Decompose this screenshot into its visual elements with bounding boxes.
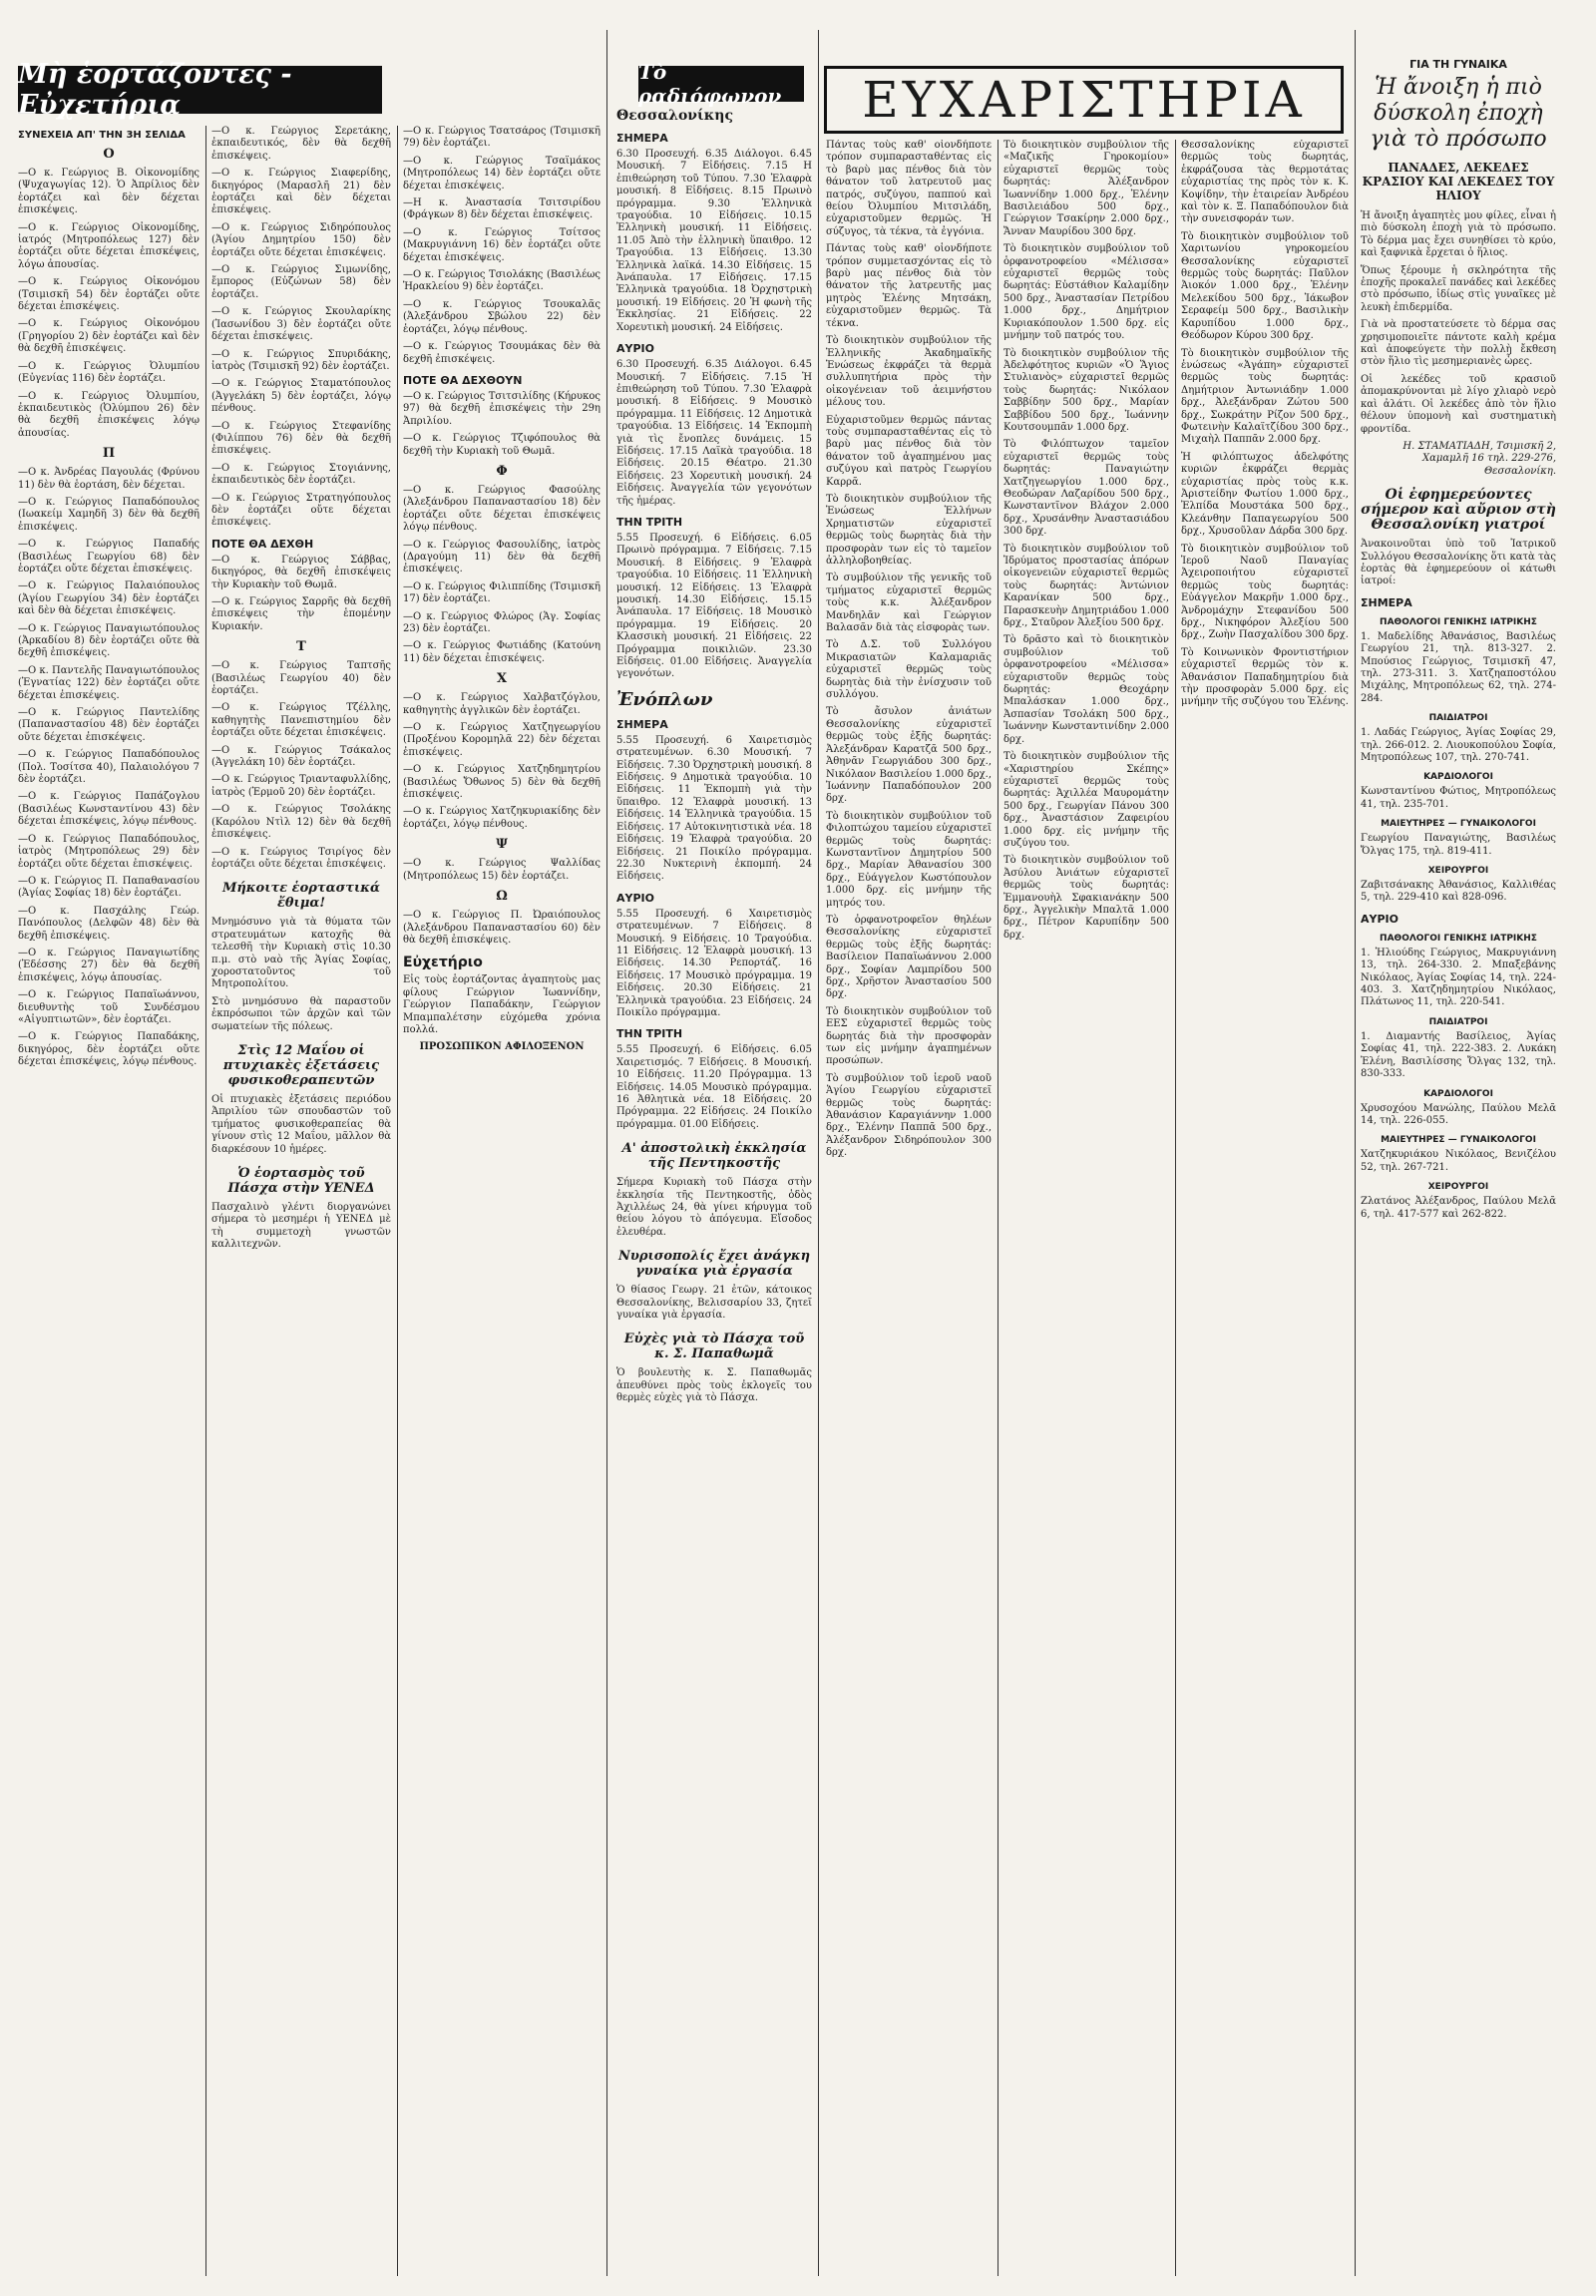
notice-list [18, 168, 200, 440]
article-heading: Α' ἀποστολικὴ ἐκκλησία τῆς Πεντηκοστῆς [621, 1141, 807, 1172]
letter-heading: Ο [103, 147, 115, 162]
thanks-notice: Τὸ διοικητικὸν συμβούλιον τοῦ Φιλοπτώχου ταμείου εὐχαριστεῖ θερμῶς τοὺς δωρητάς: Κωνσταντῖνον Δημητρίου 500 δρχ., Μαρίαν Ἀθανασίου 300 δρχ., Εὐάγγελον Κωστόπουλον 1.000 δρχ. εἰς μνήμην τῆς μητρός του. [826, 810, 992, 909]
thanks-notice: Τὸ διοικητικὸν συμβούλιον τοῦ Ἀσύλου Ἀνιάτων εὐχαριστεῖ θερμῶς τοὺς δωρητάς: Ἐμμανουὴλ Σφακιανάκην 500 δρχ., Ἀγγελικὴν Μπαλτᾶ 1.000 δρχ., Πέτρον Καρυπίδην 500 δρχ. [1003, 855, 1169, 941]
notice: —Ο κ. Γεώργιος Χαλβατζόγλου, καθηγητὴς ἀγγλικῶν δὲν ἑορτάζει. [403, 692, 600, 716]
thanks-notice: Τὸ διοικητικὸν συμβούλιον τοῦ Ἱδρύματος προστασίας ἀπόρων οἰκογενειῶν εὐχαριστεῖ θερμῶς τοὺς δωρητάς: Ἀντώνιον Καρανίκαν 500 δρχ., Παρασκευὴν Δημητριάδου 1.000 δρχ., Σταῦρον Ἀλεξίου 500 δρχ. [1003, 543, 1169, 629]
notice: —Ο κ. Γεώργιος Σιαφερίδης, δικηγόρος (Μαρασλῆ 21) δὲν ἑορτάζει καὶ δὲν δέχεται ἐπισκέψεις. [211, 168, 391, 216]
schedule-day: ΑΥΡΙΟ [616, 891, 654, 905]
column-6 [1003, 140, 1169, 2276]
doctor-list: Ζαβιτσάνακης Ἀθανάσιος, Καλλιθέας 5, τηλ. 229-410 καὶ 828-096. [1361, 880, 1556, 904]
notice: —Ο κ. Γεώργιος Τσίτσος (Μακρυγιάννη 16) δὲν ἑορτάζει οὔτε δέχεται ἐπισκέψεις. [403, 226, 600, 263]
column-5 [826, 140, 992, 2276]
schedule-day: ΤΗΝ ΤΡΙΤΗ [616, 515, 683, 529]
letter-heading: Φ [496, 463, 508, 479]
article-text: Οἱ πτυχιακὲς ἐξετάσεις περιόδου Ἀπριλίου τῶν σπουδαστῶν τοῦ τμήματος φυσικοθεραπείας θὰ γίνουν στὶς 12 Μαΐου, μᾶλλον θὰ διαρκέσουν 10 ἡμέρες. [211, 1093, 391, 1155]
notice: —Ο κ. Γεώργιος Παπαδόπουλος, ἰατρὸς (Μητροπόλεως 29) δὲν ἑορτάζει οὔτε δέχεται ἐπισκέψεις. [18, 833, 200, 870]
notice: —Ο κ. Γεώργιος Παπαδόπουλος (Πολ. Τοσίτσα 40), Παλαιολόγου 7 δὲν ἑορτάζει. [18, 749, 200, 786]
schedule-text: 6.30 Προσευχή. 6.35 Διάλογοι. 6.45 Μουσική. 7 Εἰδήσεις. 7.15 Η ἐπιθεώρηση τοῦ Τύπου. 7.30 Ἐλαφρὰ μουσική. 8 Εἰδήσεις. 8.15 Πρωινὸ πρόγραμμα. 9.30 Ἐλληνικὰ τραγούδια. 10 Εἰδήσεις. 10.15 Ἐλληνικὴ μουσική. 11 Εἰδήσεις. 11.05 Ἀπὸ τὴν ἑλληνικὴ ὕπαιθρο. 12 Τραγούδια. 13 Εἰδήσεις. 13.30 Ἑλληνικὰ λαϊκά. 14.30 Εἰδήσεις. 15 Ἀνάπαυλα. 17 Εἰδήσεις. 17.15 Ἑλληνικὰ τραγούδια. 18 Ὀρχηστρικὴ μουσική. 19 Εἰδήσεις. 20 Ἡ φωνὴ τῆς Ἐκκλησίας. 21 Εἰδήσεις. 22 Χορευτικὴ μουσική. 24 Εἰδήσεις. [616, 149, 812, 333]
notice: —Ο κ. Γεώργιος Φιλιππίδης (Τσιμισκῆ 17) δὲν ἑορτάζει. [403, 580, 600, 605]
column-rule [205, 126, 206, 2276]
letter-heading: Τ [296, 639, 306, 655]
doctor-list: 1. Μαδελίδης Ἀθανάσιος, Βασιλέως Γεωργίου 21, τηλ. 813-327. 2. Μπούσιος Γεώργιος, Τσιμισκῆ 47, τηλ. 273-311. 3. Χατζηαποστόλου Μιχάλης, Μητροπόλεως 62, τηλ. 274-284. [1361, 630, 1556, 704]
notice: ΠΡΟΣΩΠΙΚΟΝ ΑΦΙΛΟΞΕΝΟΝ [419, 1041, 585, 1053]
feature-text: Γιὰ νὰ προστατεύσετε τὸ δέρμα σας χρησιμοποιεῖτε πάντοτε καλὴ κρέμα καὶ ἀποφεύγετε τὴν πολλὴ ἔκθεση στὸν ἥλιο τὶς μεσημεριανὲς ὧρες. [1361, 319, 1556, 368]
article-text: Σήμερα Κυριακὴ τοῦ Πάσχα στὴν ἐκκλησία τῆς Πεντηκοστῆς, ὁδὸς Ἀχιλλέως 24, θὰ γίνει κήρυγμα τοῦ θείου λόγου τὸ ἀπόγευμα. Εἴσοδος ἐλευθέρα. [616, 1177, 812, 1238]
column-rule [1355, 30, 1356, 2276]
thanks-notice: Τὸ διοικητικὸν συμβούλιον τοῦ Ἱεροῦ Ναοῦ Παναγίας Ἀχειροποιήτου εὐχαριστεῖ θερμῶς τοὺς δωρητάς: Εὐάγγελον Μακρῆν 1.000 δρχ., Ἀνδρομάχην Στεφανίδου 500 δρχ., Νικηφόρον Ἀλεξίου 500 δρχ., Ζωὴν Πασχαλίδου 300 δρχ. [1181, 543, 1349, 641]
feature-text: Ἡ ἄνοιξη ἀγαπητὲς μου φίλες, εἶναι ἡ πιὸ δύσκολη ἐποχὴ γιὰ τὸ πρόσωπο. Τὸ δέρμα μας ἔχει συνηθίσει τὸ κρύο, καὶ ξαφνικὰ ἔρχεται ὁ ἥλιος. [1361, 210, 1556, 259]
doctor-list: 1. Λαδάς Γεώργιος, Ἁγίας Σοφίας 29, τηλ. 266-012. 2. Λιουκοπούλου Σοφία, Μητροπόλεως 107, τηλ. 270-741. [1361, 727, 1556, 763]
thanks-notice: Ἡ φιλόπτωχος ἀδελφότης κυριῶν ἐκφράζει θερμὰς εὐχαριστίας πρὸς τοὺς κ.κ. Ἀριστείδην Φωτίου 1.000 δρχ., Ἐλπίδα Μουστάκα 500 δρχ., Κλεάνθην Παπαγεωργίου 500 δρχ., Χρυσοῦλαν Δάρδα 300 δρχ. [1181, 451, 1349, 538]
notice: —Ο κ. Γεώργιος Οἰκονομίδης, ἰατρός (Μητροπόλεως 127) δὲν ἑορτάζει οὔτε δέχεται ἐπισκέψεις, λόγω ἀπουσίας. [18, 221, 200, 270]
notice: —Ο κ. Γεώργιος Σαρρῆς θὰ δεχθῆ ἐπισκέψεις τὴν ἑπομένην Κυριακήν. [211, 596, 391, 632]
notice: —Ο κ. Γεώργιος Ταπτσῆς (Βασιλέως Γεωργίου 40) δὲν ἑορτάζει. [211, 660, 391, 697]
thanks-notice: Τὸ διοικητικὸν συμβούλιον τῆς Ἑλληνικῆς Ἀκαδημαϊκῆς Ἑνώσεως ἐκφράζει τὰ θερμὰ συλλυπητήρια πρὸς τὴν οἰκογένειαν τοῦ ἀειμνήστου μέλους του. [826, 335, 992, 409]
notice-list [18, 467, 200, 1068]
notice: —Ο κ. Γεώργιος Φωτιάδης (Κατούνη 11) δὲν δέχεται ἐπισκέψεις. [403, 640, 600, 664]
notice: —Ο κ. Γεώργιος Σιδηρόπουλος (Ἀγίου Δημητρίου 150) δὲν ἑορτάζει οὔτε δέχεται ἐπισκέψεις. [211, 221, 391, 258]
column-rule [818, 30, 819, 2276]
notice: —Η κ. Ἀναστασία Τσιτσιρίδου (Φράγκων 8) δὲν δέχεται ἐπισκέψεις. [403, 197, 600, 221]
notice: —Ο κ. Γεώργιος Φασουλίδης, ἰατρὸς (Δραγούμη 11) δὲν θὰ δεχθῆ ἐπισκέψεις. [403, 539, 600, 575]
section-label: ΓΙΑ ΤΗ ΓΥΝΑΙΚΑ [1409, 58, 1507, 71]
notice: —Ο κ. Γεώργιος Παλαιόπουλος (Ἀγίου Γεωργίου 34) δὲν ἑορτάζει καὶ δὲν θὰ δέχεται ἐπισκέψεις. [18, 580, 200, 617]
notice: —Ο κ. Γεώργιος Τριανταφυλλίδης, ἰατρὸς (Ἑρμοῦ 20) δὲν ἑορτάζει. [211, 774, 391, 798]
notice: —Ο κ. Γεώργιος Τζιφόπουλος θὰ δεχθῆ τὴν Κυριακὴ τοῦ Θωμᾶ. [403, 433, 600, 457]
doctors-heading: Οἱ ἐφημερεύοντες σήμερον καὶ αὔριον στὴ Θεσσαλονίκη γιατροί [1361, 487, 1556, 534]
notice: —Ο κ. Γεώργιος Χατζηγεωργίου (Προξένου Κορομηλᾶ 22) δὲν δέχεται ἐπισκέψεις. [403, 722, 600, 758]
notice: —Ο κ. Γεώργιος Ψαλλίδας (Μητροπόλεως 15) δὲν ἑορτάζει. [403, 858, 600, 882]
doctor-list: 1. Διαμαντής Βασίλειος, Ἁγίας Σοφίας 41, τηλ. 222-383. 2. Λυκάκη Ἐλένη, Βασιλίσσης Ὄλγας 132, τηλ. 830-333. [1361, 1030, 1556, 1080]
notice: —Ο κ. Γεώργιος Ὀλυμπίου, ἐκπαιδευτικὸς (Ὀλύμπου 26) δὲν θὰ δεχθῆ ἐπισκέψεις λόγῳ ἀπουσίας. [18, 390, 200, 439]
column-4-radio [616, 108, 812, 2276]
notice: —Ο κ. Γεώργιος Οἰκονόμου (Γρηγορίου 2) δὲν ἑορτάζει καὶ δὲν θὰ δεχθῆ ἐπισκέψεις. [18, 318, 200, 355]
thanks-notice: Τὸ διοικητικὸν συμβούλιον τοῦ Χαριτωνίου γηροκομείου Θεσσαλονίκης εὐχαριστεῖ θερμῶς τοὺς δωρητάς: Παῦλον Ἀιοκόν 1.000 δρχ., Ἑλένην Μελεκίδου 500 δρχ., Ἰάκωβον Σεραφείμ 500 δρχ., Βασιλικὴν Καρυπίδου 1.000 δρχ., Θεόδωρον Κύρου 300 δρχ. [1181, 230, 1349, 342]
doctors-day: ΑΥΡΙΟ [1361, 912, 1398, 926]
notice: —Ο κ. Γεώργιος Τσιρίγος δὲν ἑορτάζει οὔτε δέχεται ἐπισκέψεις. [211, 846, 391, 870]
column-rule [1175, 140, 1176, 2276]
notice: —Ο κ. Γεώργιος Παναγιωτόπουλος (Ἀρκαδίου 8) δὲν ἑορτάζει οὔτε θὰ δεχθῆ ἐπισκέψεις. [18, 622, 200, 659]
thanks-notice: Τὸ διοικητικὸν συμβούλιον τῆς ἑνώσεως «Ἀγάπη» εὐχαριστεῖ θερμῶς τοὺς δωρητάς: Δημήτριον Ἀντωνιάδην 1.000 δρχ., Ἀλεξάνδραν Ζώτου 500 δρχ., Σωκράτην Ρίζον 500 δρχ., Φωτεινὴν Καλαϊτζίδου 300 δρχ., Μιχαὴλ Παππᾶν 2.000 δρχ. [1181, 347, 1349, 446]
notice: —Ο κ. Γεώργιος Π. Ὠραιόπουλος (Ἀλεξάνδρου Παπαναστασίου 60) δὲν θὰ δεχθῆ ἐπισκέψεις. [403, 910, 600, 946]
section-heading: ΠΟΤΕ ΘΑ ΔΕΧΘΗ [211, 537, 314, 551]
continued-note: ΣΥΝΕΧΕΙΑ ΑΠ' ΤΗΝ 3Η ΣΕΛΙΔΑ [18, 130, 186, 141]
thanks-notice: Τὸ Δ.Σ. τοῦ Συλλόγου Μικρασιατῶν Καλαμαριᾶς εὐχαριστεῖ θερμῶς τοὺς δωρητὰς διὰ τὴν ἐνίσχυσιν τοῦ συλλόγου. [826, 639, 992, 701]
feature-text: Η. ΣΤΑΜΑΤΙΑΔΗ, Τσιμισκῆ 2, Χαμαμλῆ 16 τηλ. 229-276, Θεσσαλονίκη. [1402, 440, 1556, 477]
notice: —Ο κ. Γεώργιος Τζέλλης, καθηγητὴς Πανεπιστημίου δὲν ἑορτάζει οὔτε δέχεται ἐπισκέψεις. [211, 702, 391, 739]
thanks-notice: Πάντας τοὺς καθ' οἱονδήποτε τρόπον συμμετασχόντας εἰς τὸ βαρὺ μας πένθος διὰ τὸν θάνατον τῆς λατρευτῆς μας μητρὸς Ἑλένης Μητσάκη, εὐχαριστοῦμεν θερμῶς. Τὰ τέκνα. [826, 243, 992, 329]
feature-text: Οἱ λεκέδες τοῦ κρασιοῦ ἀπομακρύνονται μὲ λίγο χλιαρὸ νερὸ καὶ ἀλάτι. Οἱ λεκέδες ἀπὸ τὸν ἥλιο θέλουν ὑπομονὴ καὶ συστηματικὴ φροντίδα. [1361, 373, 1556, 435]
thanks-notice: Τὸ διοικητικὸν συμβούλιον τῆς Ἀδελφότητος κυριῶν «Ὁ Ἅγιος Στυλιανὸς» εὐχαριστεῖ θερμῶς τοὺς δωρητάς: Νικόλαον Σαββίδην 500 δρχ., Μαρίαν Σαββίδου 500 δρχ., Ἰωάννην Κουτσουμπᾶν 1.000 δρχ. [1003, 347, 1169, 433]
notice: —Ο κ. Γεώργιος Φλώρος (Ἁγ. Σοφίας 23) δὲν ἑορτάζει. [403, 610, 600, 634]
mourning-banner: Μὴ ἑορτάζοντες - Εὐχετήρια [18, 66, 382, 114]
notice: —Ο κ. Γεώργιος Χατζηδημητρίου (Βασιλέως Ὄθωνος 5) δὲν θὰ δεχθῆ ἐπισκέψεις. [403, 764, 600, 801]
thanks-notice: Θεσσαλονίκης εὐχαριστεῖ θερμῶς τοὺς δωρητάς, ἐκφράζουσα τὰς θερμοτάτας εὐχαριστίας της πρὸς τὸν κ. Κ. Κοψίδην, τὴν ἑταιρείαν Ἀνδρέου καὶ τὸν κ. Ξ. Παπαδόπουλον διὰ τὴν συνεισφοράν των. [1181, 140, 1349, 225]
specialty-heading: ΚΑΡΔΙΟΛΟΓΟΙ [1423, 772, 1493, 783]
article-heading: Ὁ ἑορτασμὸς τοῦ Πάσχα στὴν ΥΕΝΕΔ [227, 1166, 375, 1196]
armed-forces-station: Ἐνόπλων [616, 688, 713, 710]
notice: —Ο κ. Γεώργιος Παπάζογλου (Βασιλέως Κωνσταντίνου 43) δὲν δέχεται ἐπισκέψεις, λόγῳ πένθους. [18, 791, 200, 828]
thanks-notice: Τὸ Κοινωνικὸν Φροντιστήριον εὐχαριστεῖ θερμῶς τὸν κ. Ἀθανάσιον Παπαδημητρίου διὰ τὴν προσφορὰν 5.000 δρχ. εἰς μνήμην τῆς συζύγου του Ἑλένης. [1181, 646, 1349, 708]
article-text: Στὸ μνημόσυνο θὰ παραστοῦν ἐκπρόσωποι τῶν ἀρχῶν καὶ τῶν σωματείων τῆς πόλεως. [211, 995, 391, 1032]
radio-banner: Τὸ ραδιόφωνον [638, 66, 804, 102]
notice: —Ο κ. Γεώργιος Σκουλαρίκης (Ἰασωνίδου 3) δὲν ἑορτάζει οὔτε δέχεται ἐπισκέψεις. [211, 306, 391, 343]
section-heading: Εὐχετήριο [403, 955, 483, 971]
notice: —Ο κ. Γεώργιος Τσουκαλᾶς (Ἀλεξάνδρου Σβώλου 22) δὲν ἑορτάζει, λόγῳ πένθους. [403, 298, 600, 335]
schedule-text: 6.30 Προσευχή. 6.35 Διάλογοι. 6.45 Μουσική. 7 Εἰδήσεις. 7.15 Ἡ ἐπιθεώρηση τοῦ Τύπου. 7.30 Ἐλαφρὰ μουσική. 8 Εἰδήσεις. 9 Μουσικὸ πρόγραμμα. 11 Εἰδήσεις. 12 Δημοτικὰ τραγούδια. 13 Εἰδήσεις. 14 Ἐκπομπὴ γιὰ τὶς ἔνοπλες δυνάμεις. 15 Εἰδήσεις. 17.15 Λαϊκὰ τραγούδια. 18 Εἰδήσεις. 20.15 Θέατρο. 21.30 Εἰδήσεις. 23 Χορευτικὴ μουσική. 24 Εἰδήσεις. Ἀναγγελία τῶν γεγονότων τῆς ἡμέρας. [616, 359, 812, 507]
letter-heading: Ω [496, 889, 508, 905]
notice: —Ο κ. Γεώργιος Παντελίδης (Παπαναστασίου 48) δὲν ἑορτάζει οὔτε δέχεται ἐπισκέψεις. [18, 707, 200, 743]
thanks-notice: Πάντας τοὺς καθ' οἱονδήποτε τρόπον συμπαρασταθέντας εἰς τὸ βαρὺ μας πένθος διὰ τὸν θάνατον τοῦ λατρευτοῦ μας πατρός, συζύγου, παππού καὶ θείου Ὀλυμπίου Μιτσιλάδη, εὐχαριστοῦμεν θερμῶς. Ἡ σύζυγος, τὰ τέκνα, τὰ ἐγγόνια. [826, 140, 992, 237]
article-text: Πασχαλινὸ γλέντι διοργανώνει σήμερα τὸ μεσημέρι ἡ ΥΕΝΕΔ μὲ τὴ συμμετοχὴ γνωστῶν καλλιτεχνῶν. [211, 1202, 391, 1251]
doctors-day: ΣΗΜΕΡΑ [1361, 595, 1412, 609]
article-heading: Εὐχὲς γιὰ τὸ Πάσχα τοῦ κ. Σ. Παπαθωμᾶ [623, 1332, 805, 1362]
notice: —Ο κ. Γεώργιος Σιμωνίδης, ἔμπορος (Εὐζώνων 58) δὲν ἑορτάζει. [211, 264, 391, 300]
notice: —Ο κ. Γεώργιος Χατζηκυριακίδης δὲν ἑορτάζει, λόγῳ πένθους. [403, 806, 600, 830]
notice: —Ο κ. Γεώργιος Τσιολάκης (Βασιλέως Ἡρακλείου 9) δὲν ἑορτάζει. [403, 269, 600, 293]
notice: —Ο κ. Γεώργιος Ὀλυμπίου (Εὐγενίας 116) δὲν ἑορτάζει. [18, 360, 200, 385]
specialty-heading: ΜΑΙΕΥΤΗΡΕΣ — ΓΥΝΑΙΚΟΛΟΓΟΙ [1381, 1135, 1536, 1146]
schedule-text: 5.55 Προσευχή. 6 Εἰδήσεις. 6.05 Χαιρετισμός. 7 Εἰδήσεις. 8 Μουσική. 10 Εἰδήσεις. 11.20 Πρόγραμμα. 13 Εἰδήσεις. 14.05 Μουσικὸ πρόγραμμα. 16 Ἀθλητικὰ νέα. 18 Εἰδήσεις. 20 Πρόγραμμα. 22 Εἰδήσεις. 24 Ποικίλο πρόγραμμα. 01.00 Εἰδήσεις. [616, 1044, 812, 1130]
notice: —Ο κ. Γεώργιος Τσάκαλος (Ἀγγελάκη 10) δὲν ἑορτάζει. [211, 744, 391, 769]
article-heading: Νυρισοπολίς ἔχει ἀνάγκη γυναίκα γιὰ ἐργασία [617, 1249, 811, 1280]
column-2 [211, 126, 391, 2276]
notice: Εἰς τοὺς ἑορτάζοντας ἀγαπητοὺς μας φίλους Γεώργιον Ἰωαννίδην, Γεώργιον Παπαδάκην, Γεώργιον Μπαμπαλέτσην εὐχόμεθα χρόνια πολλά. [403, 974, 600, 1035]
schedule-day: ΣΗΜΕΡΑ [616, 132, 668, 145]
specialty-heading: ΠΑΘΟΛΟΓΟΙ ΓΕΝΙΚΗΣ ΙΑΤΡΙΚΗΣ [1380, 616, 1537, 627]
specialty-heading: ΜΑΙΕΥΤΗΡΕΣ — ΓΥΝΑΙΚΟΛΟΓΟΙ [1381, 819, 1536, 830]
notice: —Ο κ. Γεώργιος Τσουμάκας δὲν θὰ δεχθῆ ἐπισκέψεις. [403, 341, 600, 365]
schedule-day: ΑΥΡΙΟ [616, 342, 654, 356]
column-3 [403, 126, 600, 2276]
column-1 [18, 126, 200, 2276]
thanks-notice: Τὸ συμβούλιον τοῦ ἱεροῦ ναοῦ Ἁγίου Γεωργίου εὐχαριστεῖ θερμῶς τοὺς δωρητάς: Ἀθανάσιον Καραγιάννην 1.000 δρχ., Ἑλένην Παππᾶ 500 δρχ., Ἀλέξανδρον Σιδηρόπουλον 300 δρχ. [826, 1072, 992, 1159]
thanks-notice: Τὸ διοικητικὸν συμβούλιον τοῦ ΕΕΣ εὐχαριστεῖ θερμῶς τοὺς δωρητάς διὰ τὴν προσφορὰν των εἰς μνήμην ἀγαπημένων προσώπων. [826, 1005, 992, 1067]
feature-title: Ἡ ἄνοιξη ἡ πιὸ δύσκολη ἐποχὴ γιὰ τὸ πρόσωπο [1370, 75, 1547, 152]
thanks-notice: Τὸ ὀρφανοτροφεῖον θηλέων Θεσσαλονίκης εὐχαριστεῖ θερμῶς τοὺς ἑξῆς δωρητάς: Βασίλειον Παπαϊωάννου 2.000 δρχ., Σοφίαν Λαμπρίδου 500 δρχ., Χρῆστον Ἀναστασίου 500 δρχ. [826, 914, 992, 1000]
thanks-title: ΕΥΧΑΡΙΣΤΗΡΙΑ [824, 66, 1344, 134]
notice: —Ο κ. Γεώργιος Τσιτσιλίδης (Κήρυκος 97) θὰ δεχθῆ ἐπισκέψεις τὴν 29η Ἀπριλίου. [403, 390, 600, 427]
specialty-heading: ΠΑΙΔΙΑΤΡΟΙ [1428, 1016, 1488, 1027]
doctors-intro: Ἀνακοινοῦται ὑπὸ τοῦ Ἰατρικοῦ Συλλόγου Θεσσαλονίκης ὅτι κατὰ τὰς ἑορτὰς θὰ ἐφημερεύουν οἱ κάτωθι ἰατροί: [1361, 539, 1556, 587]
thanks-notice: Τὸ συμβούλιον τῆς γενικῆς τοῦ τμήματος εὐχαριστεῖ θερμῶς τοὺς κ.κ. Ἀλέξανδρον Μανδηλᾶν καὶ Γεώργιον Βαλασᾶν διὰ τὰς εἰσφορὰς των. [826, 573, 992, 634]
notice: —Ο κ. Γεώργιος Τσαϊμάκος (Μητροπόλεως 14) δὲν ἑορτάζει οὔτε δέχεται ἐπισκέψεις. [403, 155, 600, 191]
thanks-notice: Τὸ ἄσυλον ἀνιάτων Θεσσαλονίκης εὐχαριστεῖ θερμῶς τοὺς ἑξῆς δωρητάς: Ἀλεξάνδραν Καρατζᾶ 500 δρχ., Ἀθηνᾶν Γεωργιάδου 300 δρχ., Νικόλαον Βασιλείου 1.000 δρχ., Ἰωάννην Παπαδόπουλον 200 δρχ. [826, 706, 992, 805]
notice: —Ο κ. Γεώργιος Β. Οἰκονομίδης (Ψυχαγωγίας 12). Ὁ Ἀπρίλιος δὲν ἑορτάζει καὶ δὲν δέχεται ἐπισκέψεις. [18, 168, 200, 216]
schedule-day: ΤΗΝ ΤΡΙΤΗ [616, 1027, 683, 1041]
feature-subtitle: ΠΑΝΑΔΕΣ, ΛΕΚΕΔΕΣ ΚΡΑΣΙΟΥ ΚΑΙ ΛΕΚΕΔΕΣ ΤΟΥ ΗΛΙΟΥ [1362, 161, 1555, 202]
notice: —Ο κ. Γεώργιος Στρατηγόπουλος δὲν ἑορτάζει οὔτε δέχεται ἐπισκέψεις. [211, 492, 391, 529]
notice: —Ο κ. Γεώργιος Στογιάννης, ἐκπαιδευτικὸς δὲν ἑορτάζει. [211, 462, 391, 487]
feature-text: Ὅπως ξέρουμε ἡ σκληρότητα τῆς ἐποχῆς προκαλεῖ πανάδες καὶ λεκέδες στὸ πρόσωπο, ἰδίως στὶς γυναῖκες μὲ λευκὴ ἐπιδερμίδα. [1361, 264, 1556, 313]
column-rule [606, 30, 607, 2276]
notice: —Ο κ. Γεώργιος Στεφανίδης (Φιλίππου 76) δὲν θὰ δεχθῆ ἐπισκέψεις. [211, 420, 391, 457]
schedule-text: 5.55 Προσευχή. 6 Χαιρετισμὸς στρατευμένων. 7 Εἰδήσεις. 8 Μουσική. 9 Εἰδήσεις. 10 Τραγούδια. 11 Εἰδήσεις. 12 Ἐλαφρὰ μουσική. 13 Εἰδήσεις. 14.30 Ρεπορτάζ. 16 Εἰδήσεις. 17 Μουσικὸ πρόγραμμα. 19 Εἰδήσεις. 20.30 Εἰδήσεις. 21 Ἑλληνικὰ τραγούδια. 23 Εἰδήσεις. 24 Ποικίλο πρόγραμμα. [616, 908, 812, 1018]
specialty-heading: ΠΑΙΔΙΑΤΡΟΙ [1428, 713, 1488, 724]
column-8 [1361, 58, 1556, 2276]
notice: —Ο κ. Γεώργιος Παπαδόπουλος (Ιωακείμ Χαμηδῆ 3) δὲν θὰ δεχθῆ ἐπισκέψεις. [18, 496, 200, 533]
column-7 [1181, 140, 1349, 2276]
doctor-list: Γεωργίου Παναγιώτης, Βασιλέως Ὄλγας 175, τηλ. 819-411. [1361, 833, 1556, 857]
notice: —Ο κ. Γεώργιος Παπαδάκης, δικηγόρος, δὲν ἑορτάζει οὔτε δέχεται ἐπισκέψεις, λόγῳ πένθους. [18, 1031, 200, 1068]
article-heading: Στὶς 12 Μαΐου οἱ πτυχιακὲς ἐξετάσεις φυσικοθεραπευτῶν [222, 1042, 380, 1088]
notice: —Ο κ. Γεώργιος Παπαδής (Βασιλέως Γεωργίου 68) δὲν ἑορτάζει οὔτε δέχεται ἐπισκέψεις. [18, 539, 200, 574]
article-text: Μνημόσυνο γιὰ τὰ θύματα τῶν στρατευμάτων κατοχῆς θὰ τελεσθῆ τὴν Κυριακὴ στὶς 10.30 π.μ. στὸ ναὸ τῆς Ἁγίας Σοφίας, χοροστατοῦντος τοῦ Μητροπολίτου. [211, 917, 391, 990]
article-text: Ὁ βουλευτὴς κ. Σ. Παπαθωμᾶς ἀπευθύνει πρὸς τοὺς ἐκλογεῖς του θερμὲς εὐχὲς γιὰ τὸ Πάσχα. [616, 1367, 812, 1404]
notice: —Ο κ. Ἀνδρέας Παγουλάς (Φρύνου 11) δὲν θὰ ἑορτάση, δὲν δέχεται. [18, 467, 200, 491]
letter-heading: Χ [496, 671, 508, 687]
specialty-heading: ΠΑΘΟΛΟΓΟΙ ΓΕΝΙΚΗΣ ΙΑΤΡΙΚΗΣ [1380, 933, 1537, 944]
notice: —Ο κ. Γεώργιος Φασούλης (Ἀλεξάνδρου Παπαναστασίου 18) δὲν ἑορτάζει οὔτε δέχεται ἐπισκέψεις λόγῳ πένθους. [403, 484, 600, 534]
specialty-heading: ΧΕΙΡΟΥΡΓΟΙ [1427, 1182, 1489, 1193]
notice: —Ο κ. Γεώργιος Οἰκονόμου (Τσιμισκῆ 54) δὲν ἑορτάζει οὔτε δέχεται ἐπισκέψεις. [18, 276, 200, 313]
column-rule [397, 126, 398, 2276]
thanks-notice: Τὸ δρᾶστο καὶ τὸ διοικητικὸν συμβούλιον τοῦ ὁρφανοτροφείου «Μέλισσα» εὐχαριστοῦν θερμῶς τοὺς δωρητάς: Θεοχάρην Μπαλάσκαν 1.000 δρχ., Ἀσπασίαν Τσολάκη 500 δρχ., Ἰωάννην Κωνσταντινίδην 2.000 δρχ. [1003, 634, 1169, 745]
specialty-heading: ΧΕΙΡΟΥΡΓΟΙ [1427, 866, 1489, 877]
article-text: Ὁ θίασος Γεωργ. 21 ἐτῶν, κάτοικος Θεσσαλονίκης, Βελισσαρίου 33, ζητεῖ γυναίκα γιὰ ἐργασία. [616, 1285, 812, 1322]
notice: —Ο κ. Γεώργιος Π. Παπαθανασίου (Ἀγίας Σοφίας 18) δὲν ἑορτάζει. [18, 875, 200, 900]
notice: —Ο κ. Γεώργιος Σάββας, δικηγόρος, θὰ δεχθῆ ἐπισκέψεις τὴν Κυριακὴν τοῦ Θωμᾶ. [211, 554, 391, 590]
notice: —Ο κ. Πασχάλης Γεώρ. Πανόπουλος (Δελφῶν 48) δὲν θὰ δεχθῆ ἐπισκέψεις. [18, 905, 200, 942]
notice: —Ο κ. Γεώργιος Σταματόπουλος (Ἀγγελάκη 5) δὲν ἑορτάζει, λόγῳ πένθους. [211, 378, 391, 415]
doctor-list: Χρυσοχόου Μανώλης, Παύλου Μελᾶ 14, τηλ. 226-055. [1361, 1102, 1556, 1126]
notice: —Ο κ. Γεώργιος Τσατσάρος (Τσιμισκῆ 79) δὲν ἑορτάζει. [403, 126, 600, 150]
letter-heading: Ψ [496, 837, 508, 853]
thanks-notice: Τὸ διοικητικὸν συμβούλιον τῆς «Μαζικῆς Γηροκομίου» εὐχαριστεῖ θερμῶς τοὺς δωρητάς: Ἀλέξανδρον Ἰωαννίδην 1.000 δρχ., Ἐλένην Βασιλειάδου 500 δρχ., Γεώργιον Τσακίρην 2.000 δρχ., Ἄνναν Μαυρίδου 300 δρχ. [1003, 140, 1169, 237]
doctor-list: 1. Ἠλιούδης Γεώργιος, Μακρυγιάννη 13, τηλ. 264-330. 2. Μπαξεβάνης Νικόλαος, Ἁγίας Σοφίας 14, τηλ. 224-403. 3. Χατζηδημητρίου Νικόλαος, Πλάτωνος 11, τηλ. 220-541. [1361, 947, 1556, 1008]
thanks-notice: Τὸ διοικητικὸν συμβούλιον τῆς Ἑνώσεως Ἑλλήνων Χρηματιστῶν εὐχαριστεῖ θερμῶς τοὺς δωρητὰς διὰ τὴν προσφορὰν των εἰς τὸ ταμεῖον ἀλληλοβοηθείας. [826, 493, 992, 567]
specialty-heading: ΚΑΡΔΙΟΛΟΓΟΙ [1423, 1088, 1493, 1099]
schedule-text: 5.55 Προσευχή. 6 Εἰδήσεις. 6.05 Πρωινὸ πρόγραμμα. 7 Εἰδήσεις. 7.15 Μουσική. 8 Εἰδήσεις. 9 Ἐλαφρὰ τραγούδια. 10 Εἰδήσεις. 11 Ἑλληνικὴ μουσική. 12 Εἰδήσεις. 13 Ἐλαφρὰ μουσική. 14.30 Εἰδήσεις. 15.15 Ἀνάπαυλα. 17 Εἰδήσεις. 18 Μουσικὸ πρόγραμμα. 19 Εἰδήσεις. 20 Κλασσικὴ μουσική. 21 Εἰδήσεις. 22 Πρόγραμμα ποικιλιῶν. 23.30 Εἰδήσεις. 01.00 Εἰδήσεις. Ἀναγγελία γεγονότων. [616, 532, 812, 680]
notice: —Ο κ. Παντελῆς Παναγιωτόπουλος (Ἐγνατίας 122) δὲν ἑορτάζει οὔτε δέχεται ἐπισκέψεις. [18, 664, 200, 701]
schedule-day: ΣΗΜΕΡΑ [616, 717, 668, 731]
thanks-notice: Εὐχαριστοῦμεν θερμῶς πάντας τοὺς συμπαρασταθέντας εἰς τὸ βαρὺ μας πένθος διὰ τὸν θάνατον τοῦ ἀγαπημένου μας συζύγου καὶ πατρὸς Γεωργίου Καρρᾶ. [826, 414, 992, 488]
notice: —Ο κ. Γεώργιος Τσολάκης (Καρόλου Ντὶλ 12) δὲν θὰ δεχθῆ ἐπισκέψεις. [211, 804, 391, 841]
article-heading: Μήκοιτε ἑορταστικά ἔθιμα! [221, 881, 381, 912]
thanks-notice: Τὸ Φιλόπτωχον ταμεῖον εὐχαριστεῖ θερμῶς τοὺς δωρητάς: Παναγιώτην Χατζηγεωργίου 1.000 δρχ., Θεοδώραν Λαζαρίδου 500 δρχ., Κωνσταντῖνον Βλάχον 2.000 δρχ., Χρυσάνθην Ἀναστασιάδου 300 δρχ. [1003, 439, 1169, 538]
section-heading: ΠΟΤΕ ΘΑ ΔΕΧΘΟΥΝ [403, 373, 523, 387]
notice: —Ο κ. Γεώργιος Σπυριδάκης, ἰατρὸς (Τσιμισκῆ 92) δὲν ἑορτάζει. [211, 348, 391, 372]
notice: —Ο κ. Γεώργιος Παναγιωτίδης (Ἐδέσσης 27) δὲν θὰ δεχθῆ ἐπισκέψεις, λόγῳ ἀπουσίας. [18, 947, 200, 983]
doctor-list: Ζλατάνος Ἀλέξανδρος, Παύλου Μελᾶ 6, τηλ. 417-577 καὶ 262-822. [1361, 1196, 1556, 1220]
thanks-notice: Τὸ διοικητικὸν συμβούλιον τῆς «Χαριστηρίου Σκέπης» εὐχαριστεῖ θερμῶς τοὺς δωρητάς: Ἀχιλλέα Μαυρομάτην 500 δρχ., Γεωργίαν Πάνου 300 δρχ., Ἀναστάσιον Ζαφειρίου 1.000 δρχ. εἰς μνήμην τῆς συζύγου του. [1003, 751, 1169, 849]
notice: —Ο κ. Γεώργιος Σερετάκης, ἐκπαιδευτικός, δὲν θὰ δεχθῆ ἐπισκέψεις. [211, 126, 391, 162]
doctor-list: Κωνσταντίνου Φώτιος, Μητροπόλεως 41, τηλ. 235-701. [1361, 786, 1556, 810]
thanks-notice: Τὸ διοικητικὸν συμβούλιον τοῦ ὁρφανοτροφείου «Μέλισσα» εὐχαριστεῖ θερμῶς τοὺς δωρητάς: Εὐστάθιον Καλαμίδην 500 δρχ., Ἀναστασίαν Πετρίδου 1.000 δρχ., Δημήτριον Κυριακόπουλον 1.500 δρχ. εἰς μνήμην τοῦ πατρός του. [1003, 243, 1169, 342]
radio-city: Θεσσαλονίκης [616, 108, 733, 124]
schedule-text: 5.55 Προσευχή. 6 Χαιρετισμὸς στρατευμένων. 6.30 Μουσική. 7 Εἰδήσεις. 7.30 Ὀρχηστρικὴ μουσική. 8 Εἰδήσεις. 9 Δημοτικὰ τραγούδια. 10 Εἰδήσεις. 11 Ἐκπομπὴ γιὰ τὴν ὕπαιθρο. 12 Ἐλαφρὰ μουσική. 13 Εἰδήσεις. 14 Ἑλληνικὰ τραγούδια. 15 Εἰδήσεις. 17 Αὐτοκινητιστικὰ νέα. 18 Εἰδήσεις. 19 Ἐλαφρὰ τραγούδια. 20 Εἰδήσεις. 21 Ποικίλο πρόγραμμα. 22.30 Νυκτερινὴ ἐκπομπή. 24 Εἰδήσεις. [616, 734, 812, 883]
notice: —Ο κ. Γεώργιος Παπαϊωάννου, διευθυντὴς τοῦ Συνδέσμου «Αἰγυπτιωτῶν», δὲν ἑορτάζει. [18, 989, 200, 1025]
doctor-list: Χατζηκυριάκου Νικόλαος, Βενιζέλου 52, τηλ. 267-721. [1361, 1149, 1556, 1173]
letter-heading: Π [102, 446, 116, 462]
